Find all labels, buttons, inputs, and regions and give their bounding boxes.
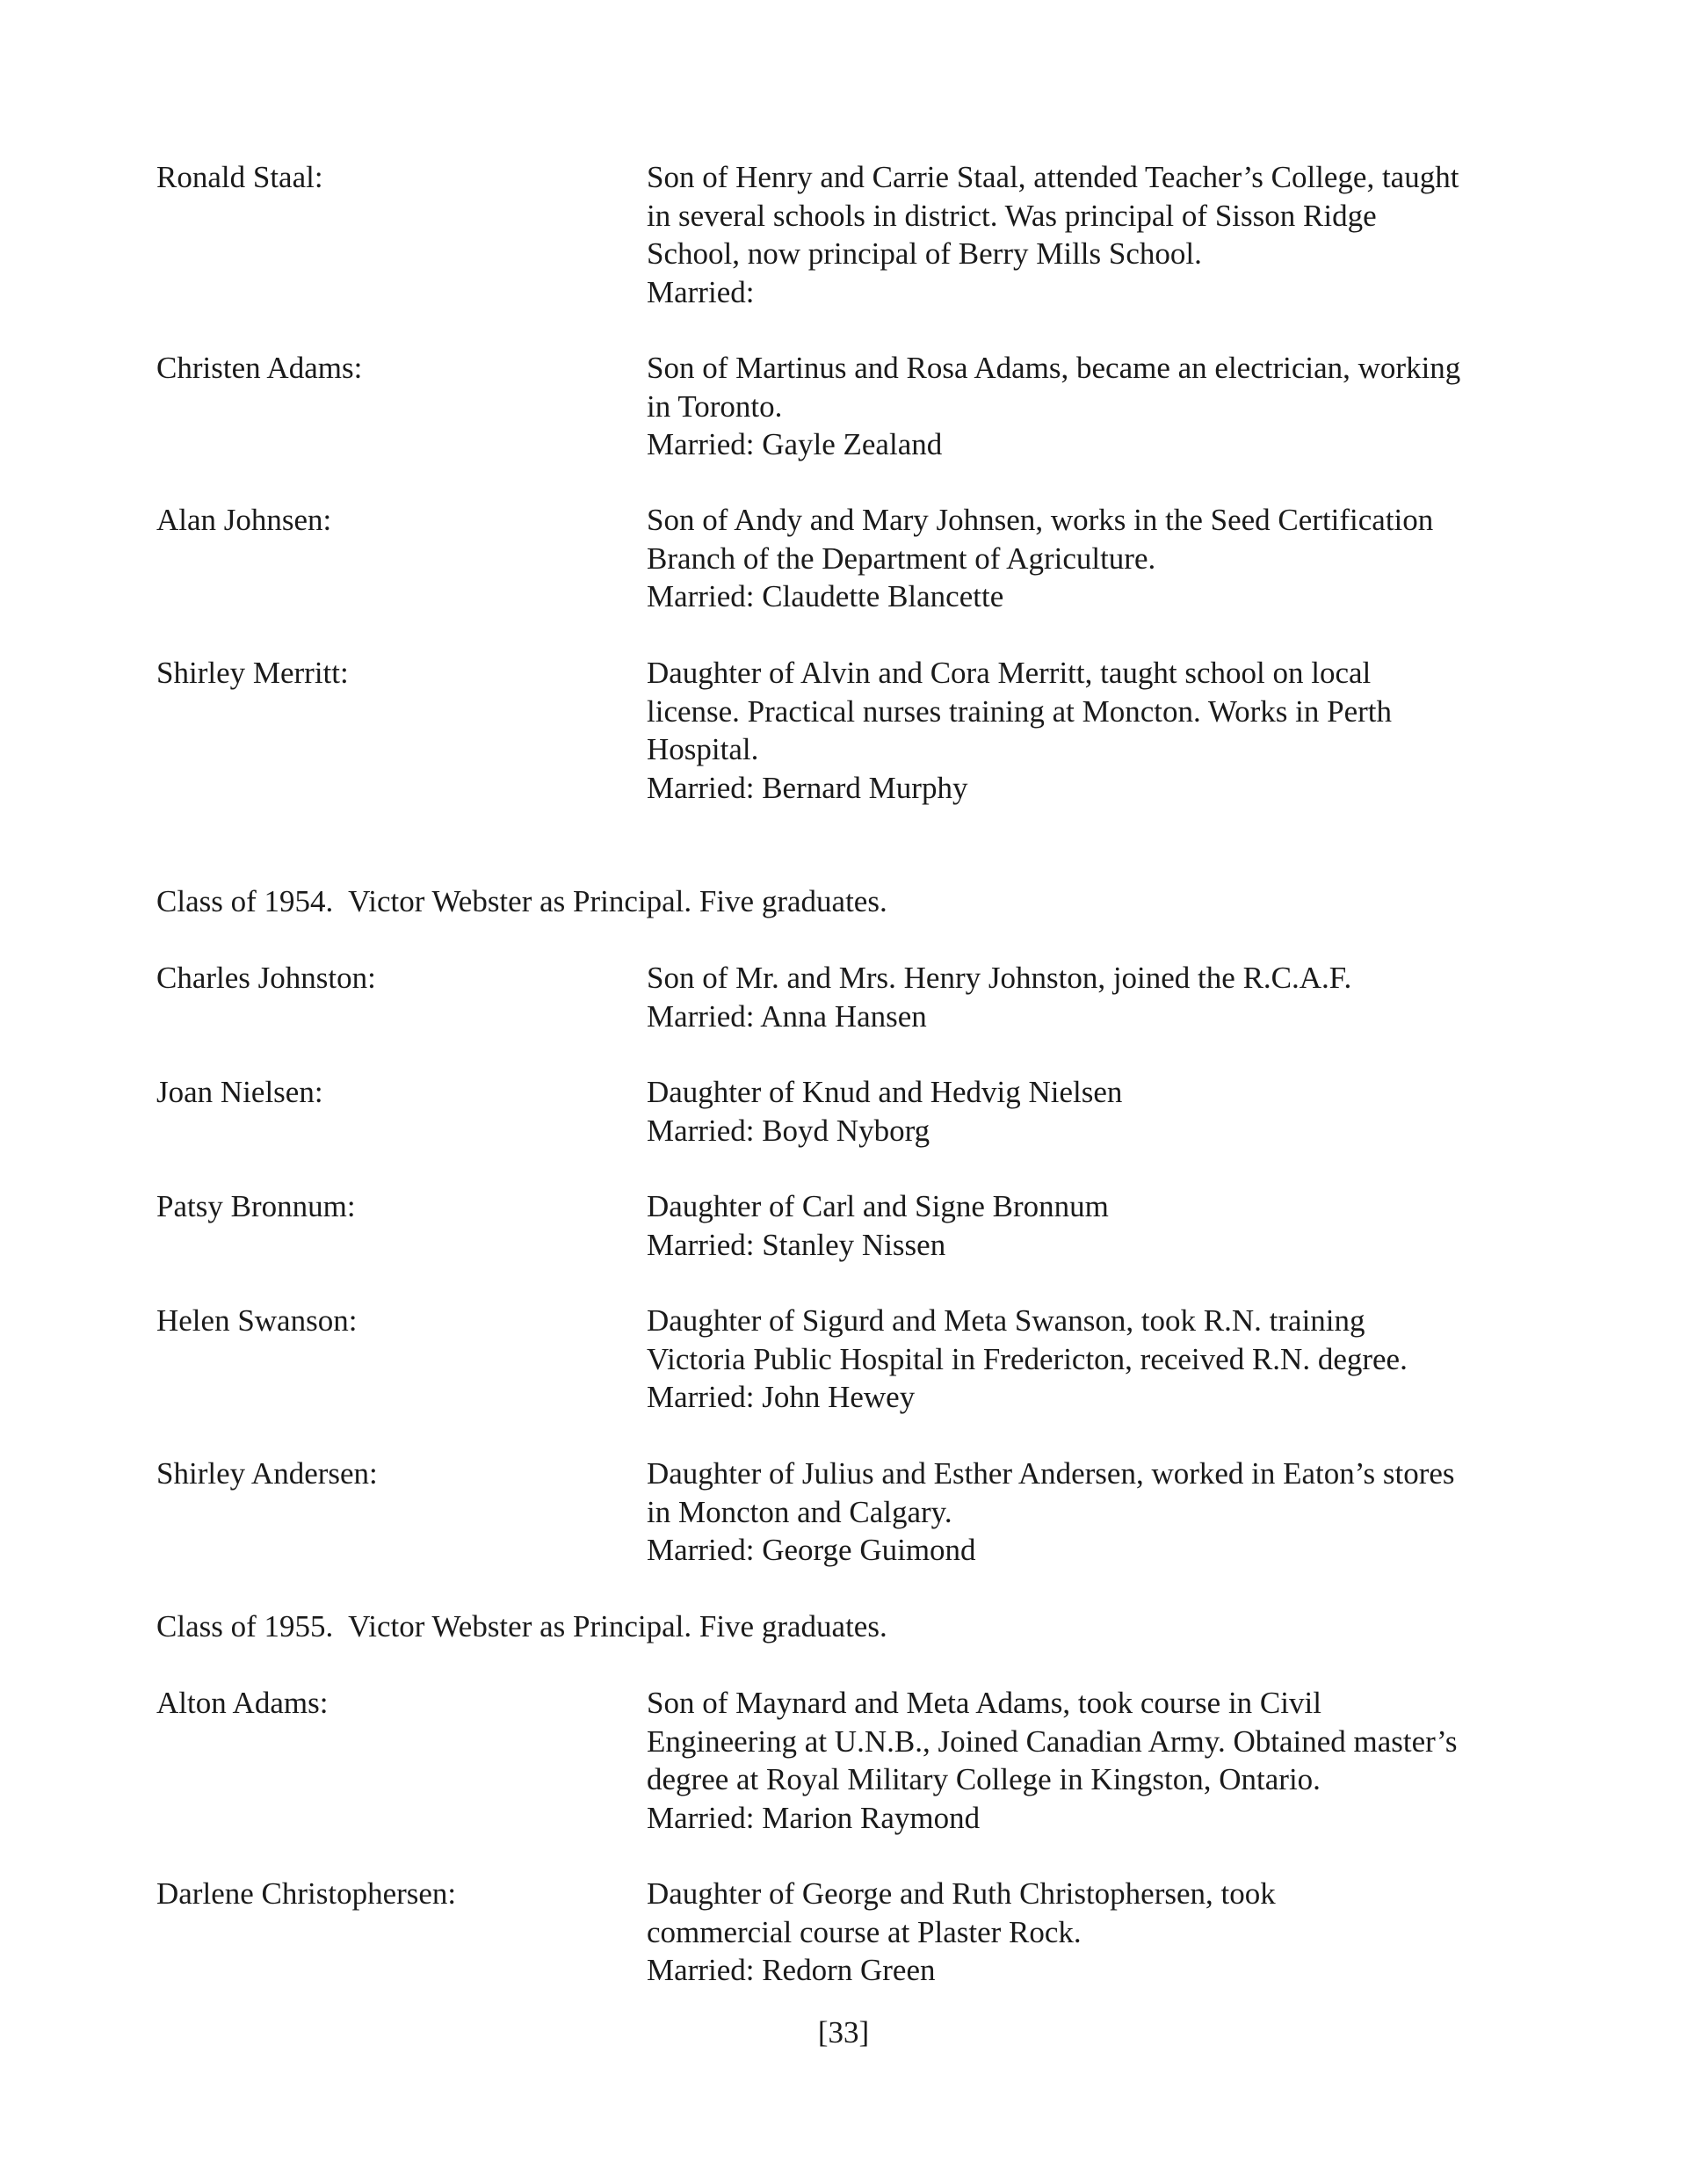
- graduate-description: [647, 158, 1543, 311]
- description-line: in Moncton and Calgary.: [647, 1494, 952, 1529]
- graduate-description: [647, 1875, 1543, 1990]
- description-line: Son of Mr. and Mrs. Henry Johnston, joined the R.C.A.F.: [647, 961, 1352, 995]
- graduate-description: [647, 959, 1543, 1035]
- graduate-name: Ronald Staal:: [156, 160, 323, 194]
- graduate-description: [647, 349, 1543, 464]
- description-line: license. Practical nurses training at Moncton. Works in Perth: [647, 693, 1393, 729]
- description-line: degree at Royal Military College in Kingston, Ontario.: [647, 1762, 1321, 1796]
- graduate-description: [647, 1073, 1543, 1150]
- description-line: Daughter of Sigurd and Meta Swanson, took R.N. training: [647, 1303, 1365, 1338]
- graduate-description: [647, 654, 1543, 807]
- description-line: School, now principal of Berry Mills School.: [647, 236, 1202, 271]
- description-line: Son of Andy and Mary Johnsen, works in the Seed Certification: [647, 503, 1434, 537]
- graduate-name: Charles Johnston:: [156, 961, 376, 995]
- description-line: in several schools in district. Was principal of Sisson Ridge: [647, 198, 1377, 233]
- description-line: Engineering at U.N.B., Joined Canadian Army. Obtained master’s: [647, 1723, 1458, 1759]
- marriage-line: Married: John Hewey: [647, 1380, 916, 1414]
- graduate-name: Joan Nielsen:: [156, 1075, 323, 1109]
- description-line: Branch of the Department of Agriculture.: [647, 541, 1156, 576]
- graduate-description: [647, 1187, 1543, 1264]
- marriage-line: Married: Bernard Murphy: [647, 770, 968, 805]
- marriage-line: Married: Gayle Zealand: [647, 427, 943, 461]
- graduate-name: Christen Adams:: [156, 351, 363, 385]
- graduate-description: [647, 1302, 1543, 1417]
- class-1954-heading: Class of 1954. Victor Webster as Principal. Five graduates.: [156, 884, 887, 918]
- class-1955-heading: Class of 1955. Victor Webster as Principal. Five graduates.: [156, 1609, 887, 1643]
- graduate-description: [647, 1455, 1543, 1570]
- description-line: Daughter of George and Ruth Christophersen, took: [647, 1876, 1276, 1911]
- marriage-line: Married: Marion Raymond: [647, 1800, 981, 1835]
- graduate-name: Shirley Andersen:: [156, 1456, 378, 1491]
- marriage-line: Married: Redorn Green: [647, 1953, 936, 1987]
- description-line: in Toronto.: [647, 388, 783, 424]
- page-number: [33]: [817, 2015, 870, 2050]
- description-line: Son of Maynard and Meta Adams, took course in Civil: [647, 1686, 1321, 1720]
- description-line: Daughter of Knud and Hedvig Nielsen: [647, 1075, 1123, 1109]
- description-line: Daughter of Carl and Signe Bronnum: [647, 1189, 1109, 1223]
- description-line: Victoria Public Hospital in Fredericton, received R.N. degree.: [647, 1341, 1408, 1376]
- description-line: Son of Martinus and Rosa Adams, became an electrician, working: [647, 351, 1461, 385]
- description-line: Son of Henry and Carrie Staal, attended Teacher’s College, taught: [647, 160, 1459, 194]
- marriage-line: Married:: [647, 274, 755, 309]
- graduate-name: Helen Swanson:: [156, 1303, 358, 1338]
- marriage-line: Married: Stanley Nissen: [647, 1227, 946, 1262]
- marriage-line: Married: Claudette Blancette: [647, 579, 1004, 613]
- marriage-line: Married: George Guimond: [647, 1533, 976, 1567]
- graduate-description: [647, 501, 1543, 616]
- graduate-name: Alan Johnsen:: [156, 503, 332, 537]
- graduate-name: Shirley Merritt:: [156, 656, 349, 690]
- marriage-line: Married: Boyd Nyborg: [647, 1113, 930, 1148]
- description-line: Hospital.: [647, 732, 759, 766]
- graduate-name: Alton Adams:: [156, 1686, 329, 1720]
- marriage-line: Married: Anna Hansen: [647, 998, 927, 1034]
- description-line: Daughter of Julius and Esther Andersen, worked in Eaton’s stores: [647, 1456, 1455, 1491]
- graduate-name: Darlene Christophersen:: [156, 1876, 457, 1911]
- description-line: commercial course at Plaster Rock.: [647, 1914, 1082, 1949]
- graduate-name: Patsy Bronnum:: [156, 1189, 356, 1223]
- description-line: Daughter of Alvin and Cora Merritt, taught school on local: [647, 656, 1372, 690]
- graduate-description: [647, 1684, 1543, 1837]
